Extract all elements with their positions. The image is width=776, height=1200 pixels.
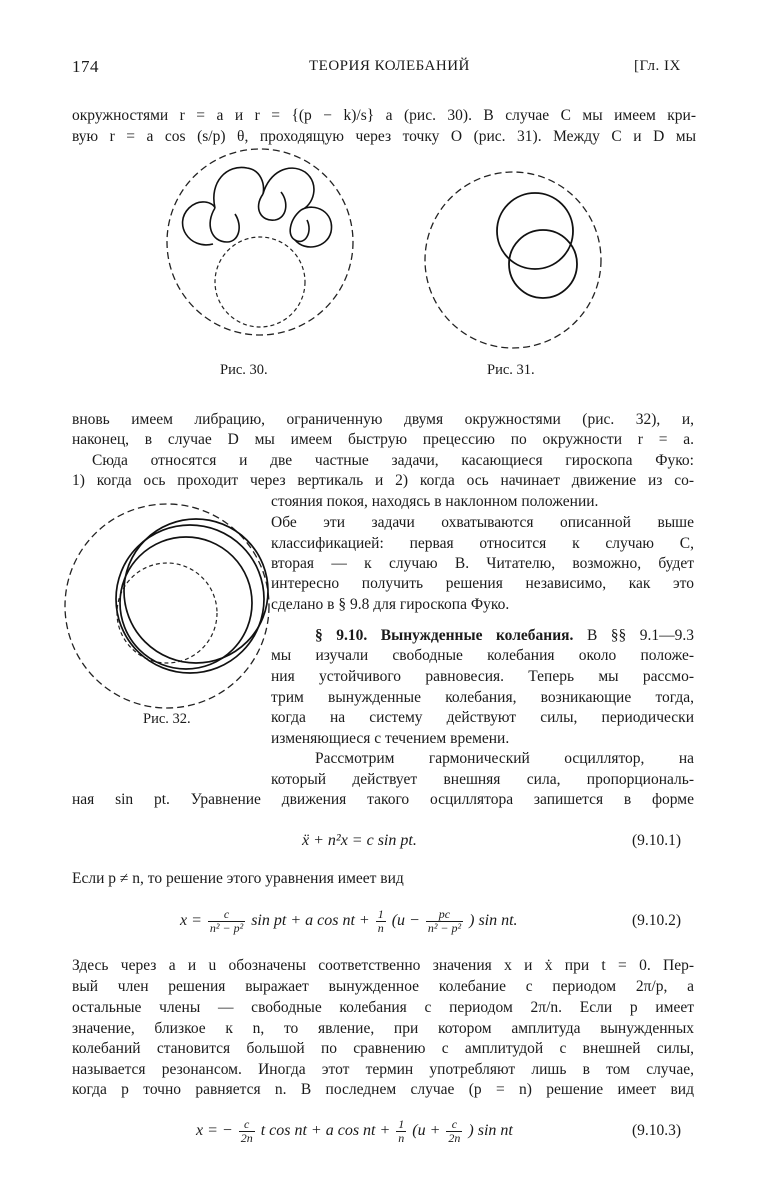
eq2-frac-1: $\frac{c}{\text{n² − p²}}$ [209, 907, 244, 935]
section-line-5: когда на систему действуют силы, периодически [271, 709, 694, 726]
section-line-8: который действует внешняя сила, пропорциональ- [271, 771, 694, 788]
fig32-curve-ring-2 [116, 525, 264, 673]
page-number: 174 [72, 57, 99, 76]
fig30-epicycle-curve [183, 167, 332, 247]
eq3-tail: ) sin nt [468, 1122, 513, 1140]
para2-line-4: Обе эти задачи охватываются описанной выше [271, 514, 694, 531]
section-line-6: изменяющиеся с течением времени. [271, 730, 510, 747]
para3-line-4: значение, близкое к n, то явление, при котором амплитуда вынужденных [72, 1020, 694, 1037]
figure-32-caption: Рис. 32. [143, 711, 191, 727]
fig30-inner-dashed-circle [215, 237, 305, 327]
para3-line-7: когда p точно равняется n. В последнем случае (p = n) решение имеет вид [72, 1081, 694, 1098]
eq2-frac-3: $\frac{pc}{\text{n² − p²}}$ [427, 907, 462, 935]
para2-line-2: 1) когда ось проходит через вертикаль и 2) когда ось начинает движение из со- [72, 472, 694, 489]
figure-30-caption: Рис. 30. [220, 362, 268, 378]
para2-line-1: Сюда относятся и две частные задачи, касающиеся гироскопа Фуко: [92, 452, 694, 469]
section-line-3: ния устойчивого равновесия. Теперь мы рассмо- [271, 668, 694, 685]
section-line-9: ная sin pt. Уравнение движения такого осциллятора запишется в форме [72, 791, 694, 808]
fig30-epicycle-loop-left [210, 208, 239, 242]
equation-9-10-1: ẍ + n²x = c sin pt. [302, 832, 417, 849]
fig32-outer-dashed-circle [65, 504, 269, 708]
eq2-tail: ) sin nt. [469, 912, 518, 930]
equation-9-10-3 [196, 1118, 513, 1145]
fig32-curve-ring-3 [120, 537, 252, 669]
eq2-frac-2: $\frac{1}{n}$ [377, 907, 384, 935]
figure-32 [62, 503, 272, 713]
eq3-mid: t cos nt + a cos nt + [260, 1122, 391, 1140]
eq3-frac-3: $\frac{c}{2n}$ [448, 1117, 461, 1145]
para1-line-2: наконец, в случае D мы имеем быструю прецессию по окружности r = a. [72, 431, 694, 448]
fig30-epicycle-loop-right [290, 210, 309, 241]
section-line-2: мы изучали свободные колебания около положе- [271, 647, 694, 664]
intro-line-2: вую r = a cos (s/p) θ, проходящую через точку O (рис. 31). Между C и D мы [72, 128, 696, 145]
para2-line-3: стояния покоя, находясь в наклонном положении. [271, 493, 599, 510]
para2-line-5: классификацией: первая относится к случаю C, [271, 535, 694, 552]
eq2-paren-open: (u − [391, 912, 420, 930]
para3-line-2: вый член решения выражает вынужденное колебание с периодом 2π/p, а [72, 978, 694, 995]
para3-line-3: остальные члены — свободные колебания с периодом 2π/n. Если p имеет [72, 999, 694, 1016]
para3-line-5: колебаний становится большой по сравнению с амплитудой c внешней силы, [72, 1040, 694, 1057]
running-title: ТЕОРИЯ КОЛЕБАНИЙ [309, 58, 470, 74]
para3-line-6: называется резонансом. Иногда этот термин употребляют лишь в том случае, [72, 1061, 694, 1078]
equation-9-10-1-number: (9.10.1) [632, 832, 682, 849]
eq3-frac-1: $\frac{c}{2n}$ [240, 1117, 253, 1145]
chapter-label: [Гл. IX [634, 58, 681, 74]
equation-9-10-3-number: (9.10.3) [632, 1122, 682, 1139]
para1-line-1: вновь имеем либрацию, ограниченную двумя окружностями (рис. 32), и, [72, 411, 694, 428]
equation-9-10-2-number: (9.10.2) [632, 912, 682, 929]
eq3-x-eq: x = − [196, 1122, 233, 1140]
eq3-frac-2: $\frac{1}{n}$ [398, 1117, 405, 1145]
para3-line-1: Здесь через a и u обозначены соответственно значения x и ẋ при t = 0. Пер- [72, 957, 694, 974]
after-eq1-text: Если p ≠ n, то решение этого уравнения имеет вид [72, 870, 404, 887]
para2-line-6: вторая — к случаю B. Читателю, возможно, будет [271, 555, 694, 572]
eq2-x-eq: x = [180, 912, 202, 930]
eq2-mid: sin pt + a cos nt + [251, 912, 370, 930]
figure-31-caption: Рис. 31. [487, 362, 535, 378]
equation-9-10-2 [180, 908, 518, 935]
section-line-4: трим вынужденные колебания, возникающие тогда, [271, 689, 694, 706]
intro-line-1: окружностями r = a и r = {(p − k)/s} a (рис. 30). В случае C мы имеем кри- [72, 107, 696, 124]
fig31-loop-lower [509, 230, 577, 298]
eq3-paren-open: (u + [412, 1122, 441, 1140]
para2-line-7: интересно получить решения независимо, как это [271, 575, 694, 592]
section-heading [315, 626, 694, 646]
section-number: § 9.10. [315, 627, 368, 644]
fig30-epicycle-loop-mid [259, 192, 286, 220]
fig32-inner-dashed-circle [117, 563, 217, 663]
section-title: Вынужденные колебания. [380, 627, 574, 644]
section-line-7: Рассмотрим гармонический осциллятор, на [315, 750, 694, 767]
section-line1-rest: В §§ 9.1—9.3 [586, 627, 695, 644]
para2-line-8: сделано в § 9.8 для гироскопа Фуко. [271, 596, 510, 613]
figure-31 [425, 168, 605, 358]
fig31-outer-dashed-circle [425, 172, 601, 348]
figure-30 [165, 162, 365, 362]
